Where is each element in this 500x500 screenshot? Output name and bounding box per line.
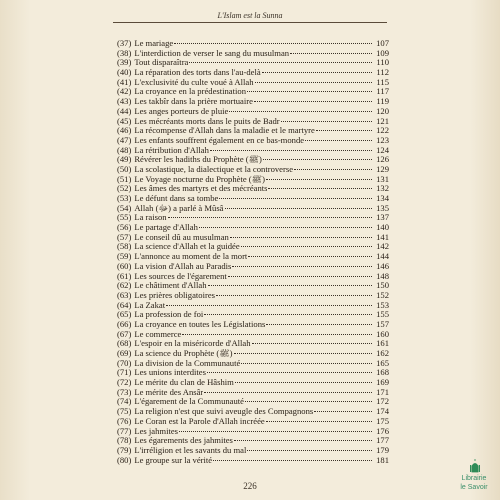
toc-entry-title: Les mécréants morts dans le puits de Badr	[134, 116, 280, 126]
toc-dot-leader	[228, 276, 372, 277]
toc-entry-title: Le châtiment d'Allah	[134, 281, 207, 291]
toc-entry-page: 153	[376, 299, 389, 310]
toc-entry-title: Le mariage	[134, 39, 174, 48]
running-header: L'Islam est la Sunna	[217, 11, 283, 20]
toc-entry	[117, 427, 389, 437]
toc-entry-title: Le Voyage nocturne du Prophète (ﷺ)	[134, 174, 265, 184]
toc-entry-page: 112	[376, 67, 389, 78]
toc-entry-title: Les enfants souffrent également en ce bas-monde	[134, 135, 305, 145]
toc-entry	[117, 155, 389, 165]
toc-entry-title: L'interdiction de verser le sang du musulman	[134, 48, 290, 58]
toc-dot-leader	[234, 440, 372, 441]
toc-entry-title: La science d'Allah et la guidée	[134, 242, 240, 252]
toc-entry-number: (55)	[117, 212, 132, 223]
toc-entry	[117, 146, 389, 156]
table-of-contents	[117, 39, 389, 465]
toc-entry-page: 148	[376, 270, 389, 281]
toc-entry-page: 160	[376, 328, 389, 339]
toc-dot-leader	[229, 111, 372, 112]
toc-entry	[117, 368, 389, 378]
toc-entry-title: Les âmes des martyrs et des mécréants	[134, 184, 268, 194]
toc-entry-title: L'exclusivité du culte voué à Allah	[134, 77, 254, 87]
toc-entry-page: 157	[376, 318, 389, 329]
toc-entry	[117, 39, 389, 49]
toc-entry-page: 129	[376, 163, 389, 174]
toc-entry-number: (75)	[117, 406, 132, 417]
toc-entry-title: Les égarements des jahmites	[134, 436, 233, 446]
toc-entry	[117, 242, 389, 252]
toc-entry	[117, 107, 389, 117]
toc-entry-title: La croyance en toutes les Législations	[134, 319, 266, 329]
toc-entry	[117, 281, 389, 291]
toc-dot-leader	[174, 43, 372, 44]
toc-entry-page: 124	[376, 144, 389, 155]
toc-entry-number: (76)	[117, 415, 132, 426]
toc-entry-number: (39)	[117, 57, 132, 68]
toc-entry-number: (41)	[117, 76, 132, 87]
toc-entry-number: (69)	[117, 348, 132, 358]
toc-entry-title: Le mérite du clan de Hâshim	[134, 378, 234, 388]
toc-dot-leader	[266, 421, 372, 422]
toc-entry-title: L'annonce au moment de la mort	[134, 252, 248, 262]
toc-entry-number: (63)	[117, 289, 132, 300]
toc-entry-number: (67)	[117, 328, 132, 339]
toc-entry-page: 155	[376, 309, 389, 320]
toc-entry	[117, 339, 389, 349]
toc-entry-title: Les takbîr dans la prière mortuaire	[134, 97, 253, 107]
toc-entry	[117, 436, 389, 446]
toc-entry-page: 109	[376, 47, 389, 58]
toc-entry-page: 168	[376, 367, 389, 378]
toc-entry	[117, 349, 389, 359]
toc-entry-title: Le partage d'Allah	[134, 223, 198, 233]
toc-entry-title: La Zakat	[134, 300, 166, 310]
toc-entry	[117, 68, 389, 78]
toc-entry-number: (40)	[117, 67, 132, 78]
toc-entry-number: (78)	[117, 435, 132, 446]
toc-entry-page: 132	[376, 183, 389, 194]
toc-entry	[117, 407, 389, 417]
toc-entry-title: Les anges porteurs de pluie	[134, 106, 229, 116]
toc-entry	[117, 388, 389, 398]
toc-dot-leader	[182, 334, 372, 335]
toc-entry	[117, 204, 389, 214]
mosque-icon	[470, 459, 480, 473]
toc-dot-leader	[268, 188, 372, 189]
toc-entry-page: 169	[376, 377, 389, 388]
toc-entry	[117, 165, 389, 175]
toc-entry-number: (53)	[117, 193, 132, 203]
toc-entry-title: L'irréligion et les savants du mal	[134, 445, 247, 455]
toc-dot-leader	[179, 431, 372, 432]
toc-entry-page: 150	[376, 280, 389, 291]
toc-dot-leader	[207, 372, 372, 373]
toc-entry-number: (65)	[117, 309, 132, 320]
toc-entry	[117, 194, 389, 204]
toc-entry-page: 175	[376, 415, 389, 426]
toc-dot-leader	[230, 237, 372, 238]
toc-dot-leader	[316, 130, 372, 131]
toc-entry-page: 152	[376, 289, 389, 300]
toc-entry	[117, 359, 389, 369]
toc-dot-leader	[168, 217, 372, 218]
toc-entry-title: Le conseil dû au musulman	[134, 232, 229, 242]
toc-entry-number: (73)	[117, 386, 132, 397]
toc-entry	[117, 223, 389, 233]
toc-entry-number: (50)	[117, 163, 132, 174]
toc-entry-number: (60)	[117, 260, 132, 271]
toc-entry-title: La raison	[134, 213, 167, 223]
toc-dot-leader	[219, 198, 372, 199]
toc-dot-leader	[199, 227, 372, 228]
toc-entry	[117, 320, 389, 330]
toc-entry	[117, 175, 389, 185]
toc-dot-leader	[235, 382, 372, 383]
toc-entry-title: Le défunt dans sa tombe	[134, 194, 219, 203]
toc-entry-page: 131	[376, 173, 389, 184]
toc-entry-number: (57)	[117, 231, 132, 242]
toc-entry-page: 162	[376, 348, 389, 358]
watermark-line1: Librairie	[461, 475, 487, 482]
toc-entry	[117, 378, 389, 388]
toc-entry-number: (80)	[117, 454, 132, 465]
toc-entry-title: Tout disparaîtra	[134, 58, 189, 68]
toc-entry	[117, 126, 389, 136]
toc-dot-leader	[290, 53, 372, 54]
toc-dot-leader	[204, 392, 372, 393]
toc-entry-page: 117	[376, 86, 389, 97]
toc-entry-number: (61)	[117, 270, 132, 281]
toc-entry-title: L'égarement de la Communauté	[134, 397, 244, 407]
toc-entry	[117, 446, 389, 456]
toc-dot-leader	[248, 256, 372, 257]
toc-entry-title: Les prières obligatoires	[134, 290, 215, 300]
toc-entry-number: (44)	[117, 105, 132, 116]
toc-entry	[117, 262, 389, 272]
toc-entry-page: 146	[376, 260, 389, 271]
toc-dot-leader	[247, 91, 372, 92]
toc-entry	[117, 136, 389, 146]
toc-entry-page: 161	[376, 338, 389, 349]
toc-entry-page: 115	[376, 76, 389, 87]
toc-entry-title: La récompense d'Allah dans la maladie et le martyre	[134, 126, 315, 136]
toc-dot-leader	[247, 450, 372, 451]
toc-entry-number: (79)	[117, 444, 132, 455]
toc-entry-page: 121	[376, 115, 389, 126]
toc-entry-number: (68)	[117, 338, 132, 349]
toc-entry-page: 123	[376, 134, 389, 145]
page-number: 226	[243, 481, 257, 491]
toc-entry-number: (45)	[117, 115, 132, 126]
toc-entry-page: 110	[376, 57, 389, 68]
toc-dot-leader	[166, 305, 372, 306]
toc-entry-title: La scolastique, la dialectique et la controverse	[134, 164, 294, 174]
toc-entry-title: Le Coran est la Parole d'Allah incréée	[134, 416, 265, 426]
toc-entry-page: 165	[376, 357, 389, 368]
toc-entry	[117, 213, 389, 223]
toc-entry-number: (66)	[117, 318, 132, 329]
toc-entry	[117, 397, 389, 407]
toc-entry-number: (51)	[117, 173, 132, 184]
toc-dot-leader	[208, 285, 372, 286]
toc-dot-leader	[241, 363, 372, 364]
toc-entry-number: (70)	[117, 357, 132, 368]
toc-dot-leader	[252, 343, 372, 344]
toc-dot-leader	[255, 82, 372, 83]
toc-entry-page: 144	[376, 251, 389, 262]
toc-entry	[117, 233, 389, 243]
toc-entry-title: Les sources de l'égarement	[134, 271, 227, 281]
toc-entry-page: 142	[376, 241, 389, 252]
toc-entry-number: (64)	[117, 299, 132, 310]
toc-dot-leader	[225, 208, 373, 209]
toc-entry-title: La profession de foi	[134, 310, 204, 320]
toc-entry	[117, 310, 389, 320]
toc-dot-leader	[204, 314, 372, 315]
toc-dot-leader	[305, 140, 372, 141]
toc-entry-number: (46)	[117, 125, 132, 136]
toc-entry-page: 177	[376, 435, 389, 446]
toc-entry-page: 176	[376, 425, 389, 436]
toc-entry-number: (52)	[117, 183, 132, 194]
toc-entry-page: 172	[376, 396, 389, 407]
toc-entry-title: Allah (ﷻ) a parlé à Mûsâ	[134, 203, 224, 213]
watermark-line2: le Savoir	[460, 484, 488, 491]
toc-entry-title: Le mérite des Ansâr	[134, 387, 204, 397]
toc-dot-leader	[266, 179, 372, 180]
watermark-logo	[452, 457, 496, 497]
toc-entry-title: L'espoir en la miséricorde d'Allah	[134, 339, 251, 349]
toc-entry-page: 140	[376, 222, 389, 233]
toc-dot-leader	[254, 101, 372, 102]
toc-entry-page: 171	[376, 386, 389, 397]
toc-entry-title: La division de la Communauté	[134, 358, 241, 368]
toc-dot-leader	[281, 121, 372, 122]
toc-entry-page: 120	[376, 105, 389, 116]
toc-entry-title: Les unions interdites	[134, 368, 206, 378]
toc-entry	[117, 330, 389, 340]
toc-entry	[117, 252, 389, 262]
toc-dot-leader	[210, 150, 372, 151]
toc-entry-page: 107	[376, 38, 389, 48]
toc-dot-leader	[216, 295, 372, 296]
toc-dot-leader	[245, 401, 372, 402]
toc-dot-leader	[263, 159, 372, 160]
toc-entry-page: 137	[376, 212, 389, 223]
header-rule	[113, 22, 387, 23]
toc-dot-leader	[213, 460, 372, 461]
toc-entry-number: (42)	[117, 86, 132, 97]
toc-entry-number: (54)	[117, 202, 132, 213]
toc-entry-number: (58)	[117, 241, 132, 252]
toc-entry-number: (49)	[117, 154, 132, 165]
toc-entry-title: La vision d'Allah au Paradis	[134, 261, 232, 271]
toc-dot-leader	[294, 169, 372, 170]
toc-entry	[117, 97, 389, 107]
toc-entry-number: (59)	[117, 251, 132, 262]
toc-entry-page: 174	[376, 406, 389, 417]
toc-entry-title: La réparation des torts dans l'au-delà	[134, 68, 261, 78]
toc-entry	[117, 87, 389, 97]
toc-dot-leader	[262, 72, 372, 73]
toc-entry-page: 122	[376, 125, 389, 136]
toc-entry-number: (43)	[117, 96, 132, 107]
toc-entry-title: La religion n'est que suivi aveugle des Compagnons	[134, 407, 314, 417]
toc-entry-page: 126	[376, 154, 389, 165]
toc-entry-title: La croyance en la prédestination	[134, 87, 246, 97]
toc-entry-title: Les jahmites	[134, 426, 179, 436]
toc-entry-number: (38)	[117, 47, 132, 58]
toc-dot-leader	[241, 246, 372, 247]
toc-entry-title: Le commerce	[134, 329, 182, 339]
toc-entry-number: (72)	[117, 377, 132, 388]
toc-entry-number: (77)	[117, 425, 132, 436]
toc-entry	[117, 184, 389, 194]
toc-entry-number: (47)	[117, 134, 132, 145]
toc-entry-title: La science du Prophète (ﷺ)	[134, 349, 233, 358]
toc-entry-title: Révérer les hadiths du Prophète (ﷺ)	[134, 155, 262, 165]
toc-entry	[117, 272, 389, 282]
toc-entry	[117, 456, 389, 466]
toc-entry-page: 134	[376, 193, 389, 203]
toc-dot-leader	[232, 266, 372, 267]
toc-entry-page: 179	[376, 444, 389, 455]
toc-entry	[117, 58, 389, 68]
toc-dot-leader	[189, 62, 372, 63]
toc-entry	[117, 78, 389, 88]
toc-entry	[117, 301, 389, 311]
toc-dot-leader	[234, 353, 372, 354]
toc-entry-number: (62)	[117, 280, 132, 291]
toc-entry-number: (71)	[117, 367, 132, 378]
toc-entry-page: 181	[376, 454, 389, 465]
toc-entry-title: Le groupe sur la vérité	[134, 455, 213, 465]
toc-entry-number: (48)	[117, 144, 132, 155]
toc-entry	[117, 49, 389, 59]
toc-entry-number: (37)	[117, 38, 132, 48]
toc-dot-leader	[266, 324, 372, 325]
toc-entry	[117, 117, 389, 127]
toc-entry-number: (56)	[117, 222, 132, 233]
toc-entry-number: (74)	[117, 396, 132, 407]
toc-entry-page: 141	[376, 231, 389, 242]
toc-entry-title: La rétribution d'Allah	[134, 145, 209, 155]
toc-entry-page: 135	[376, 202, 389, 213]
toc-entry-page: 119	[376, 96, 389, 107]
toc-dot-leader	[314, 411, 372, 412]
toc-entry	[117, 417, 389, 427]
toc-entry	[117, 291, 389, 301]
